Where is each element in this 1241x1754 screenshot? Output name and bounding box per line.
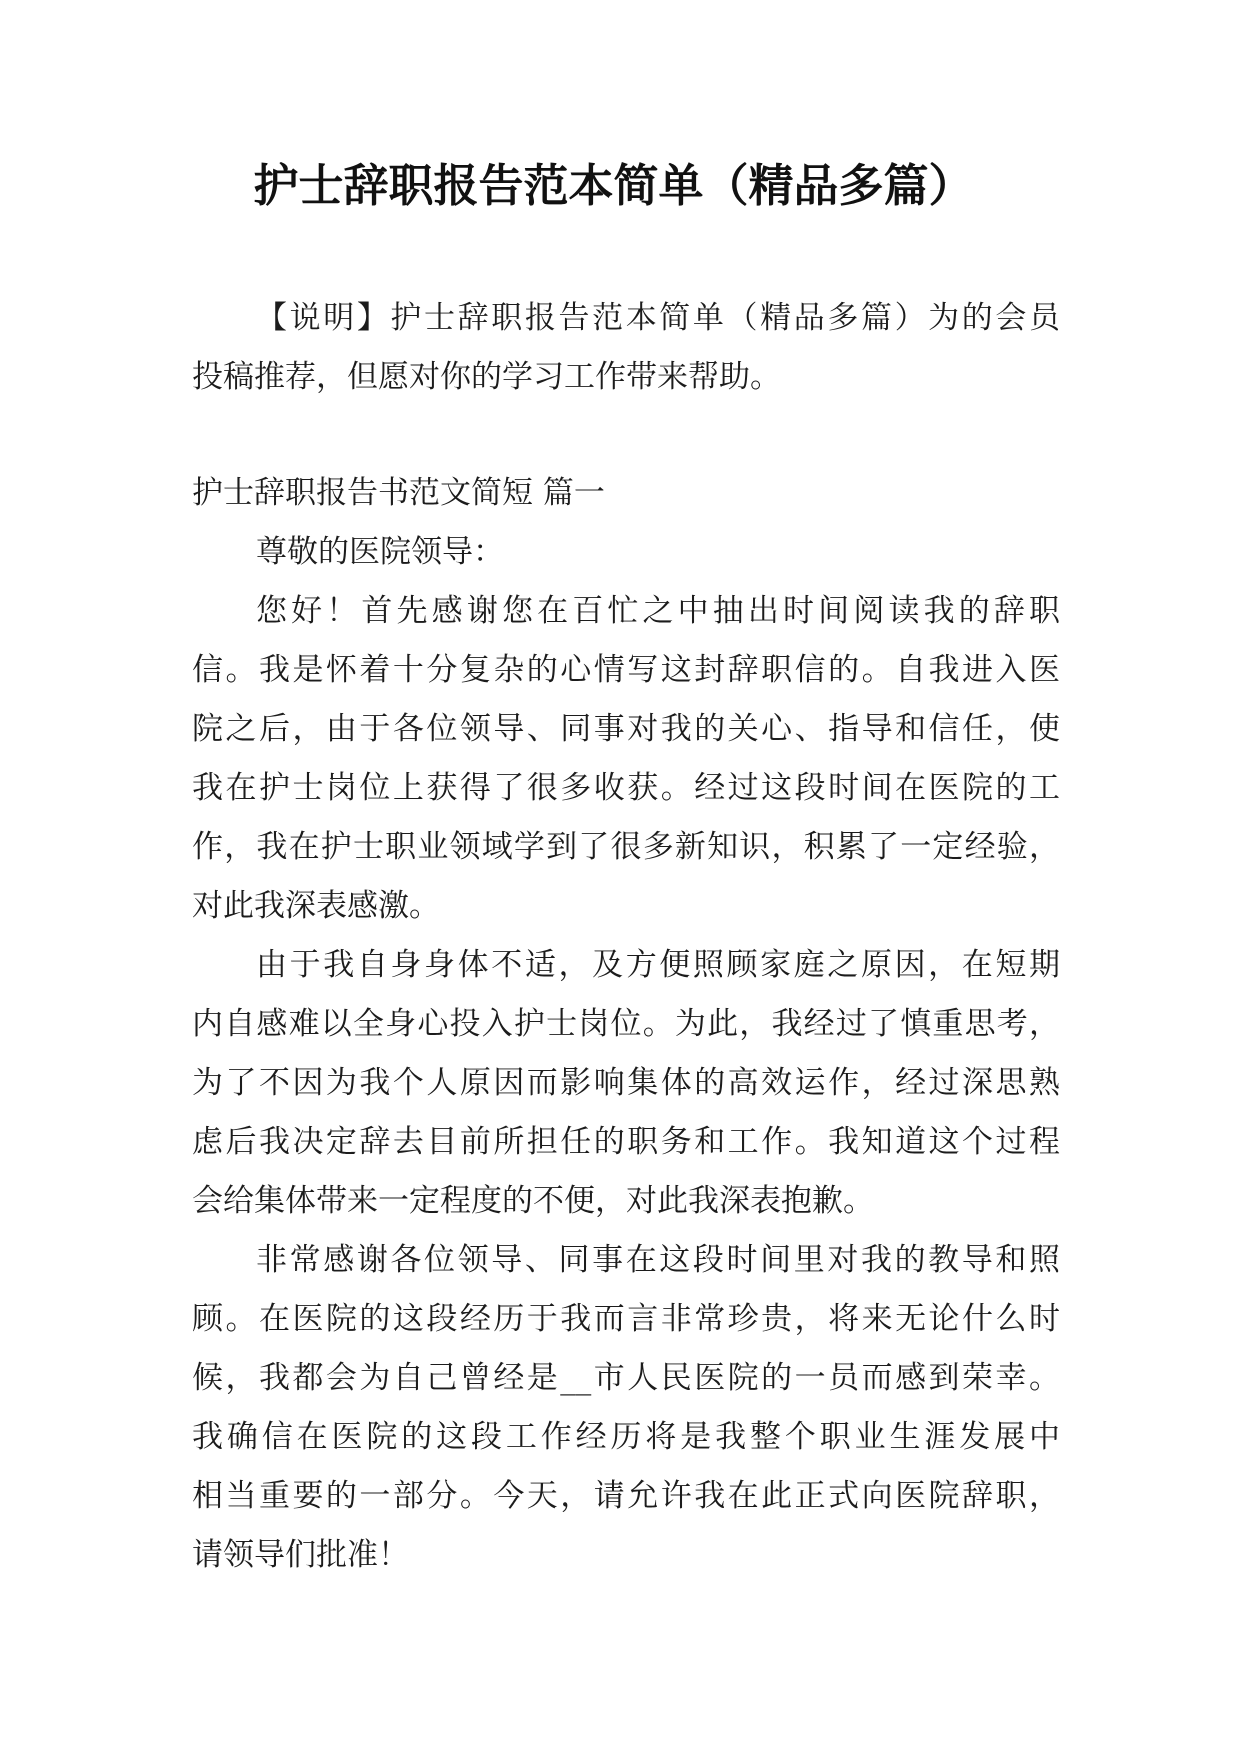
text-line: 您好！首先感谢您在百忙之中抽出时间阅读我的辞职: [256, 593, 1060, 629]
body-paragraph: [192, 582, 1060, 936]
intro-paragraph: [192, 289, 1060, 407]
body-paragraph: [192, 1231, 1060, 1585]
text-line: 相当重要的一部分。今天，请允许我在此正式向医院辞职，: [192, 1478, 1060, 1514]
text-line: 我在护士岗位上获得了很多收获。经过这段时间在医院的工: [192, 770, 1060, 806]
text-line: 信。我是怀着十分复杂的心情写这封辞职信的。自我进入医: [192, 652, 1060, 688]
text-line: 请领导们批准！: [192, 1537, 409, 1573]
text-line: 我确信在医院的这段工作经历将是我整个职业生涯发展中: [192, 1419, 1060, 1455]
section-heading: 护士辞职报告书范文简短 篇一: [192, 475, 605, 511]
text-line: 对此我深表感激。: [192, 888, 440, 924]
text-line: 院之后，由于各位领导、同事对我的关心、指导和信任，使: [192, 711, 1060, 747]
text-line: 候，我都会为自己曾经是__市人民医院的一员而感到荣幸。: [192, 1360, 1060, 1396]
text-line: 非常感谢各位领导、同事在这段时间里对我的教导和照: [256, 1242, 1060, 1278]
text-line: 由于我自身身体不适，及方便照顾家庭之原因，在短期: [256, 947, 1060, 983]
text-line: 投稿推荐，但愿对你的学习工作带来帮助。: [192, 359, 781, 395]
text-line: 顾。在医院的这段经历于我而言非常珍贵，将来无论什么时: [192, 1301, 1060, 1337]
body-paragraph: [192, 936, 1060, 1231]
text-line: 内自感难以全身心投入护士岗位。为此，我经过了慎重思考，: [192, 1006, 1060, 1042]
text-line: 会给集体带来一定程度的不便，对此我深表抱歉。: [192, 1183, 874, 1219]
text-line: 【说明】护士辞职报告范本简单（精品多篇）为的会员: [256, 300, 1060, 336]
text-line: 作，我在护士职业领域学到了很多新知识，积累了一定经验，: [192, 829, 1060, 865]
salutation: 尊敬的医院领导：: [256, 534, 504, 570]
text-line: 为了不因为我个人原因而影响集体的高效运作，经过深思熟: [192, 1065, 1060, 1101]
text-line: 虑后我决定辞去目前所担任的职务和工作。我知道这个过程: [192, 1124, 1060, 1160]
document-title: 护士辞职报告范本简单（精品多篇）: [253, 159, 974, 212]
